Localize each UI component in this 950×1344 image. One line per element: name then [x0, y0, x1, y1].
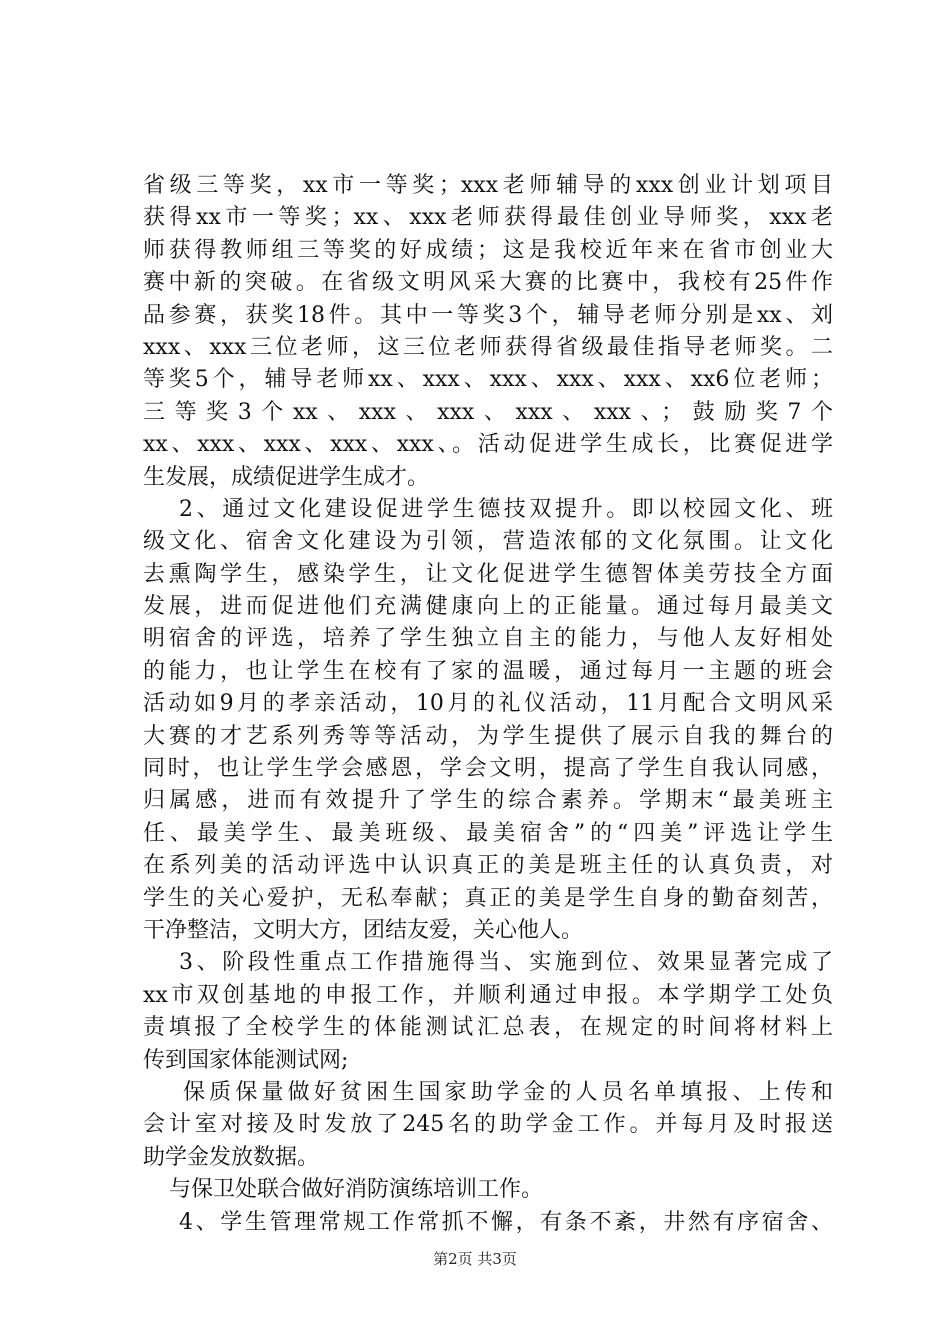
text-line: 干净整洁，文明大方，团结友爱，关心他人。	[143, 917, 584, 943]
text-line: 去熏陶学生，感染学生，让文化促进学生德智体美劳技全方面	[143, 561, 833, 587]
text-line: xx市双创基地的申报工作，并顺利通过申报。本学期学工处负	[143, 982, 833, 1008]
text-line: xxx、xxx三位老师，这三位老师获得省级最佳指导老师奖。二	[143, 334, 833, 360]
paragraph-4-first-line: 保质保量做好贫困生国家助学金的人员名单填报、上传和	[183, 1079, 833, 1105]
text-line: 三等奖3个xx、xxx、xxx、xxx、xxx、；鼓励奖7个	[143, 399, 833, 425]
text-line: 的能力，也让学生在校有了家的温暖，通过每月一主题的班会	[143, 658, 833, 684]
text-line: 责填报了全校学生的体能测试汇总表，在规定的时间将材料上	[143, 1015, 833, 1041]
text-line: 会计室对接及时发放了245名的助学金工作。并每月及时报送	[143, 1112, 833, 1138]
page-number-footer: 第2页 共3页	[433, 1250, 517, 1268]
text-line: xx、xxx、xxx、xxx、xxx、。活动促进学生成长，比赛促进学	[143, 432, 833, 458]
document-body	[143, 170, 833, 1239]
text-line: 在系列美的活动评选中认识真正的美是班主任的认真负责，对	[143, 853, 833, 879]
paragraph-3-first-line: 3、阶段性重点工作措施得当、实施到位、效果显著完成了	[179, 950, 833, 976]
text-line: 发展，进而促进他们充满健康向上的正能量。通过每月最美文	[143, 594, 833, 620]
text-line: 级文化、宿舍文化建设为引领，营造浓郁的文化氛围。让文化	[143, 529, 833, 555]
text-line: 助学金发放数据。	[143, 1144, 320, 1170]
text-line: 活动如9月的孝亲活动，10月的礼仪活动，11月配合文明风采	[143, 691, 833, 717]
text-line: 生发展，成绩促进学生成才。	[143, 464, 430, 490]
text-line: 传到国家体能测试网;	[143, 1047, 349, 1073]
text-line: 获得xx市一等奖；xx、xxx老师获得最佳创业导师奖，xxx老	[143, 205, 833, 231]
text-line: 品参赛，获奖18件。其中一等奖3个，辅导老师分别是xx、刘	[143, 302, 833, 328]
text-line: 学生的关心爱护，无私奉献；真正的美是学生自身的勤奋刻苦，	[143, 885, 833, 911]
text-line: 省级三等奖，xx市一等奖；xxx老师辅导的xxx创业计划项目	[143, 173, 833, 198]
paragraph-2-first-line: 2、通过文化建设促进学生德技双提升。即以校园文化、班	[179, 496, 833, 522]
text-line: 明宿舍的评选，培养了学生独立自主的能力，与他人友好相处	[143, 626, 833, 652]
text-line: 同时，也让学生学会感恩，学会文明，提高了学生自我认同感，	[143, 756, 833, 782]
text-line: 等奖5个，辅导老师xx、xxx、xxx、xxx、xxx、xx6位老师；	[143, 367, 833, 393]
text-line: 任、最美学生、最美班级、最美宿舍”的“四美”评选让学生	[143, 820, 833, 846]
paragraph-6-first-line: 4、学生管理常规工作常抓不懈，有条不紊，井然有序宿舍、	[179, 1209, 833, 1235]
text-line: 赛中新的突破。在省级文明风采大赛的比赛中，我校有25件作	[143, 270, 833, 296]
paragraph-5-line: 与保卫处联合做好消防演练培训工作。	[169, 1177, 544, 1203]
text-line: 大赛的才艺系列秀等等活动，为学生提供了展示自我的舞台的	[143, 723, 833, 749]
text-line: 归属感，进而有效提升了学生的综合素养。学期末“最美班主	[143, 788, 833, 814]
text-line: 师获得教师组三等奖的好成绩；这是我校近年来在省市创业大	[143, 237, 833, 263]
